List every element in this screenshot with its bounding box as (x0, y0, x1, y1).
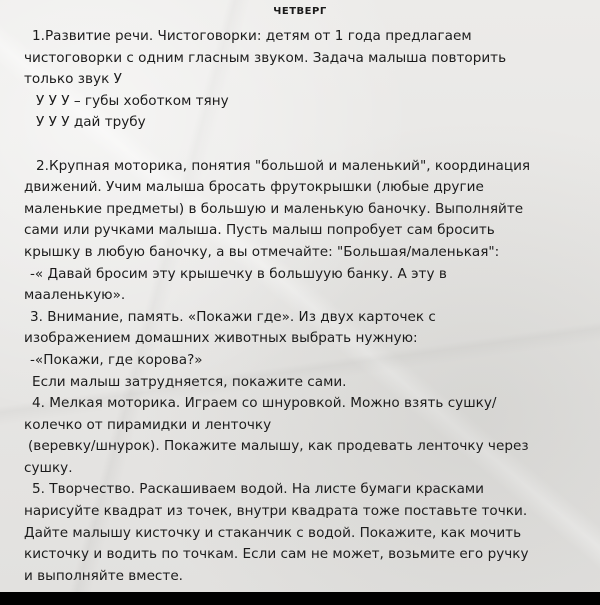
text-line: и выполняйте вместе. (24, 567, 184, 584)
text-line: У У У дай трубу (36, 114, 146, 131)
page-title: ЧЕТВЕРГ (273, 6, 327, 17)
text-line: -«Покажи, где корова?» (30, 351, 203, 368)
text-line: маленькие предметы) в большую и маленькую баночку. Выполняйте (24, 200, 524, 217)
text-line: движений. Учим малыша бросать фрутокрышки (любые другие (24, 179, 484, 196)
text-line: колечко от пирамидки и ленточку (24, 416, 272, 433)
text-line: 2.Крупная моторика, понятия "большой и маленький", координация (36, 157, 531, 174)
text-line: кисточку и водить по точкам. Если сам не может, возьмите его ручку (24, 546, 529, 563)
text-line: -« Давай бросим эту крышечку в большуую банку. А эту в (30, 265, 447, 282)
document-body (24, 26, 584, 587)
text-line: мааленькую». (24, 287, 126, 304)
text-line: Если малыш затрудняется, покажите сами. (32, 373, 347, 390)
text-line: 1.Развитие речи. Чистоговорки: детям от 1 года предлагаем (32, 28, 472, 44)
text-line: чистоговорки с одним гласным звуком. Задача малыша повторить (24, 49, 507, 66)
text-line: изображением домашних животных выбрать нужную: (24, 330, 418, 347)
text-line: (веревку/шнурок). Покажите малышу, как продевать ленточку через (28, 438, 529, 455)
text-line: 5. Творчество. Раскашиваем водой. На листе бумаги красками (32, 481, 484, 498)
blank-line (24, 134, 584, 156)
text-line: крышку в любую баночку, а вы отмечайте: "Большая/маленькая": (24, 243, 500, 260)
text-line: Дайте малышу кисточку и стаканчик с водой. Покажите, как мочить (24, 524, 522, 541)
text-line: только звук У (24, 71, 122, 88)
text-line: 4. Мелкая моторика. Играем со шнуровкой. Можно взять сушку/ (32, 395, 497, 412)
text-line: сушку. (24, 459, 73, 476)
text-line: нарисуйте квадрат из точек, внутри квадрата тоже поставьте точки. (24, 503, 528, 520)
text-line: 3. Внимание, память. «Покажи где». Из двух карточек с (30, 308, 436, 325)
text-line: У У У – губы хоботком тяну (36, 92, 229, 109)
text-line: сами или ручками малыша. Пусть малыш попробует сам бросить (24, 222, 495, 239)
